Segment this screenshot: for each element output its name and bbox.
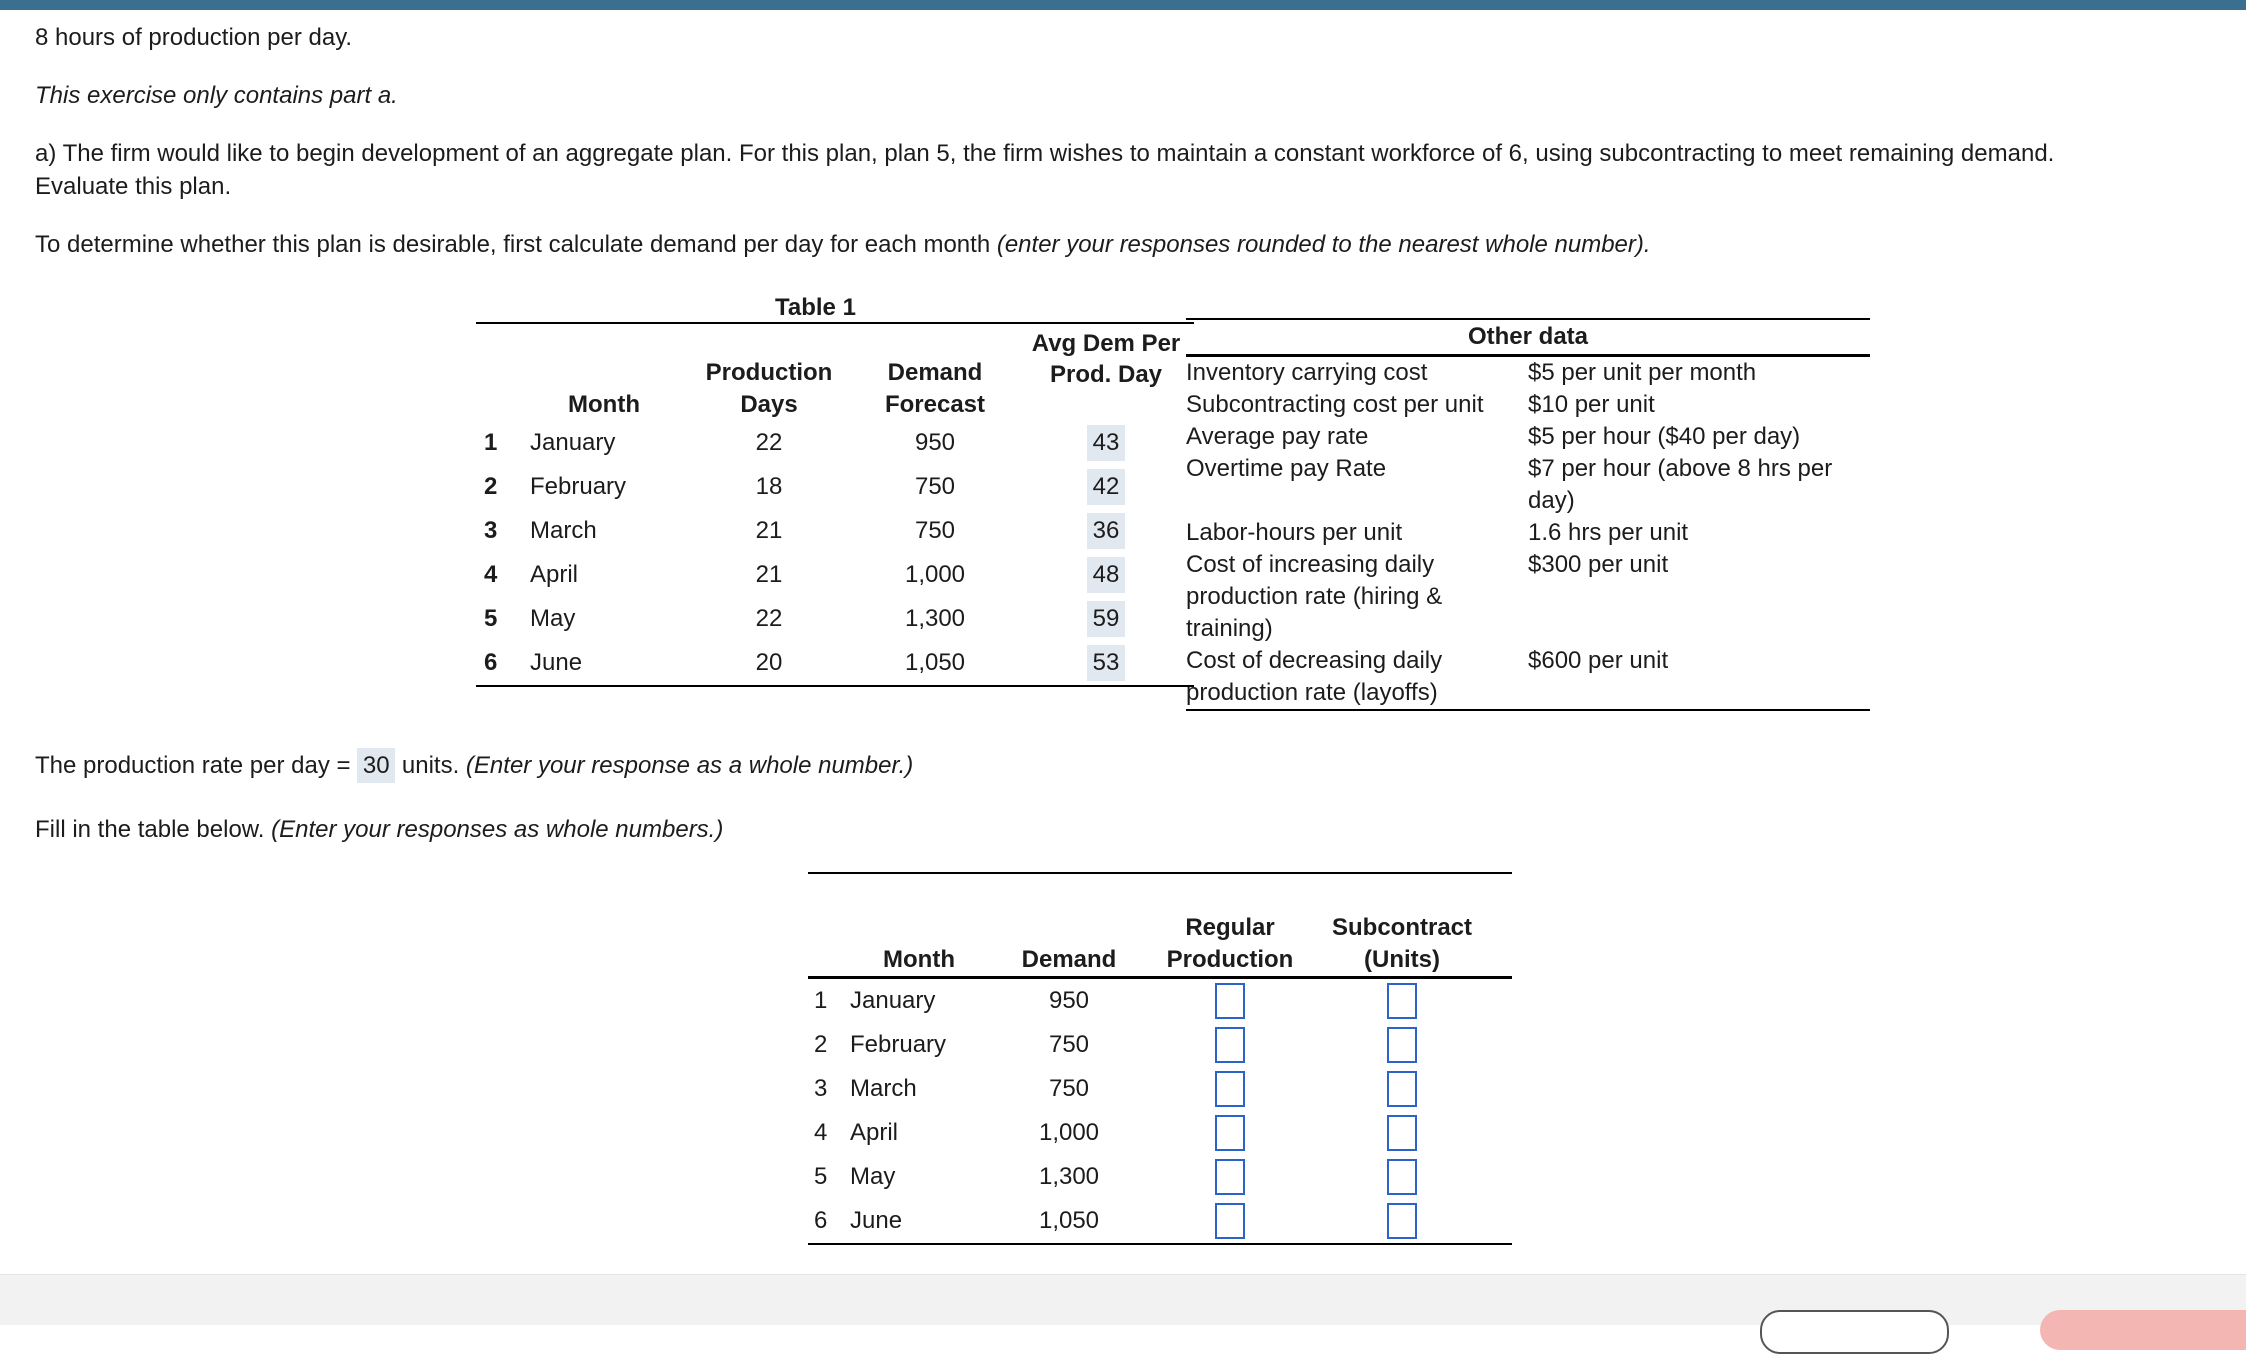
regular-production-input[interactable]: [1215, 1159, 1245, 1195]
table-row: 2 February 750: [808, 1023, 1512, 1067]
table-row: 3 March 21 750 36: [476, 509, 1194, 553]
table-row: 6 June 20 1,050 53: [476, 641, 1194, 686]
t2-header-subcontract: Subcontract (Units): [1316, 912, 1488, 978]
table-row: 2 February 18 750 42: [476, 465, 1194, 509]
avg-value: 42: [1087, 469, 1125, 504]
intro-line-4: To determine whether this plan is desirable, first calculate demand per day for each month (enter your responses rounded to the nearest whole number).: [35, 231, 1651, 258]
regular-production-input[interactable]: [1215, 1115, 1245, 1151]
other-data-panel: [1186, 318, 1870, 711]
avg-value: 36: [1087, 513, 1125, 548]
avg-value: 43: [1087, 425, 1125, 460]
secondary-button[interactable]: [1760, 1310, 1949, 1354]
t2-header-regular: Regular Production: [1144, 912, 1316, 978]
table-row: 1 January 22 950 43: [476, 421, 1194, 465]
table-row: 5 May 22 1,300 59: [476, 597, 1194, 641]
table-row: 1 January 950: [808, 978, 1512, 1024]
other-data-row: Overtime pay Rate $7 per hour (above 8 hrs per day): [1186, 455, 1833, 514]
t1-header-avg: Avg Dem Per Prod. Day: [1031, 330, 1181, 388]
table1: [476, 322, 1194, 687]
t2-header-demand: Demand: [994, 912, 1144, 978]
subcontract-input[interactable]: [1387, 1115, 1417, 1151]
avg-value: 53: [1087, 645, 1125, 680]
t2-header-month: Month: [844, 912, 994, 978]
subcontract-input[interactable]: [1387, 1203, 1417, 1239]
regular-production-input[interactable]: [1215, 1203, 1245, 1239]
subcontract-input[interactable]: [1387, 1027, 1417, 1063]
table1-title: Table 1: [775, 294, 856, 321]
intro-line-3b: Evaluate this plan.: [35, 173, 232, 200]
other-data-row: Average pay rate $5 per hour ($40 per day): [1186, 423, 1801, 450]
production-rate-line: The production rate per day = 30 units. (Enter your response as a whole number.): [35, 748, 913, 783]
table-row: 4 April 21 1,000 48: [476, 553, 1194, 597]
other-data-row: Cost of decreasing daily production rate (layoffs) $600 per unit: [1186, 647, 1669, 706]
table-row: 6 June 1,050: [808, 1199, 1512, 1244]
table-row: 5 May 1,300: [808, 1155, 1512, 1199]
intro-line-3a: a) The firm would like to begin development of an aggregate plan. For this plan, plan 5, the firm wishes to maintain a constant workforce of 6, using subcontracting to meet remaining demand.: [35, 140, 2055, 167]
other-data-title: Other data: [1186, 320, 1870, 357]
avg-value: 59: [1087, 601, 1125, 636]
other-data-row: Labor-hours per unit 1.6 hrs per unit: [1186, 519, 1689, 546]
primary-button[interactable]: [2040, 1310, 2246, 1350]
production-rate-value: 30: [357, 748, 395, 783]
regular-production-input[interactable]: [1215, 983, 1245, 1019]
other-data-row: Inventory carrying cost $5 per unit per month: [1186, 359, 1757, 386]
t1-header-month: Month: [568, 391, 640, 418]
subcontract-input[interactable]: [1387, 983, 1417, 1019]
regular-production-input[interactable]: [1215, 1071, 1245, 1107]
regular-production-input[interactable]: [1215, 1027, 1245, 1063]
other-data-row: Cost of increasing daily production rate (hiring & training) $300 per unit: [1186, 551, 1669, 642]
intro-line-2: This exercise only contains part a.: [35, 82, 398, 109]
subcontract-input[interactable]: [1387, 1071, 1417, 1107]
table-row: 4 April 1,000: [808, 1111, 1512, 1155]
avg-value: 48: [1087, 557, 1125, 592]
top-bar: [0, 0, 2246, 10]
t1-header-days: Production Days: [705, 359, 833, 418]
intro-line-1: 8 hours of production per day.: [35, 24, 353, 51]
plan-table: [808, 872, 1512, 1245]
t1-header-forecast: Demand Forecast: [884, 359, 986, 418]
table-row: 3 March 750: [808, 1067, 1512, 1111]
fill-instruction: Fill in the table below. (Enter your responses as whole numbers.): [35, 816, 724, 843]
subcontract-input[interactable]: [1387, 1159, 1417, 1195]
other-data-row: Subcontracting cost per unit $10 per unit: [1186, 391, 1655, 418]
